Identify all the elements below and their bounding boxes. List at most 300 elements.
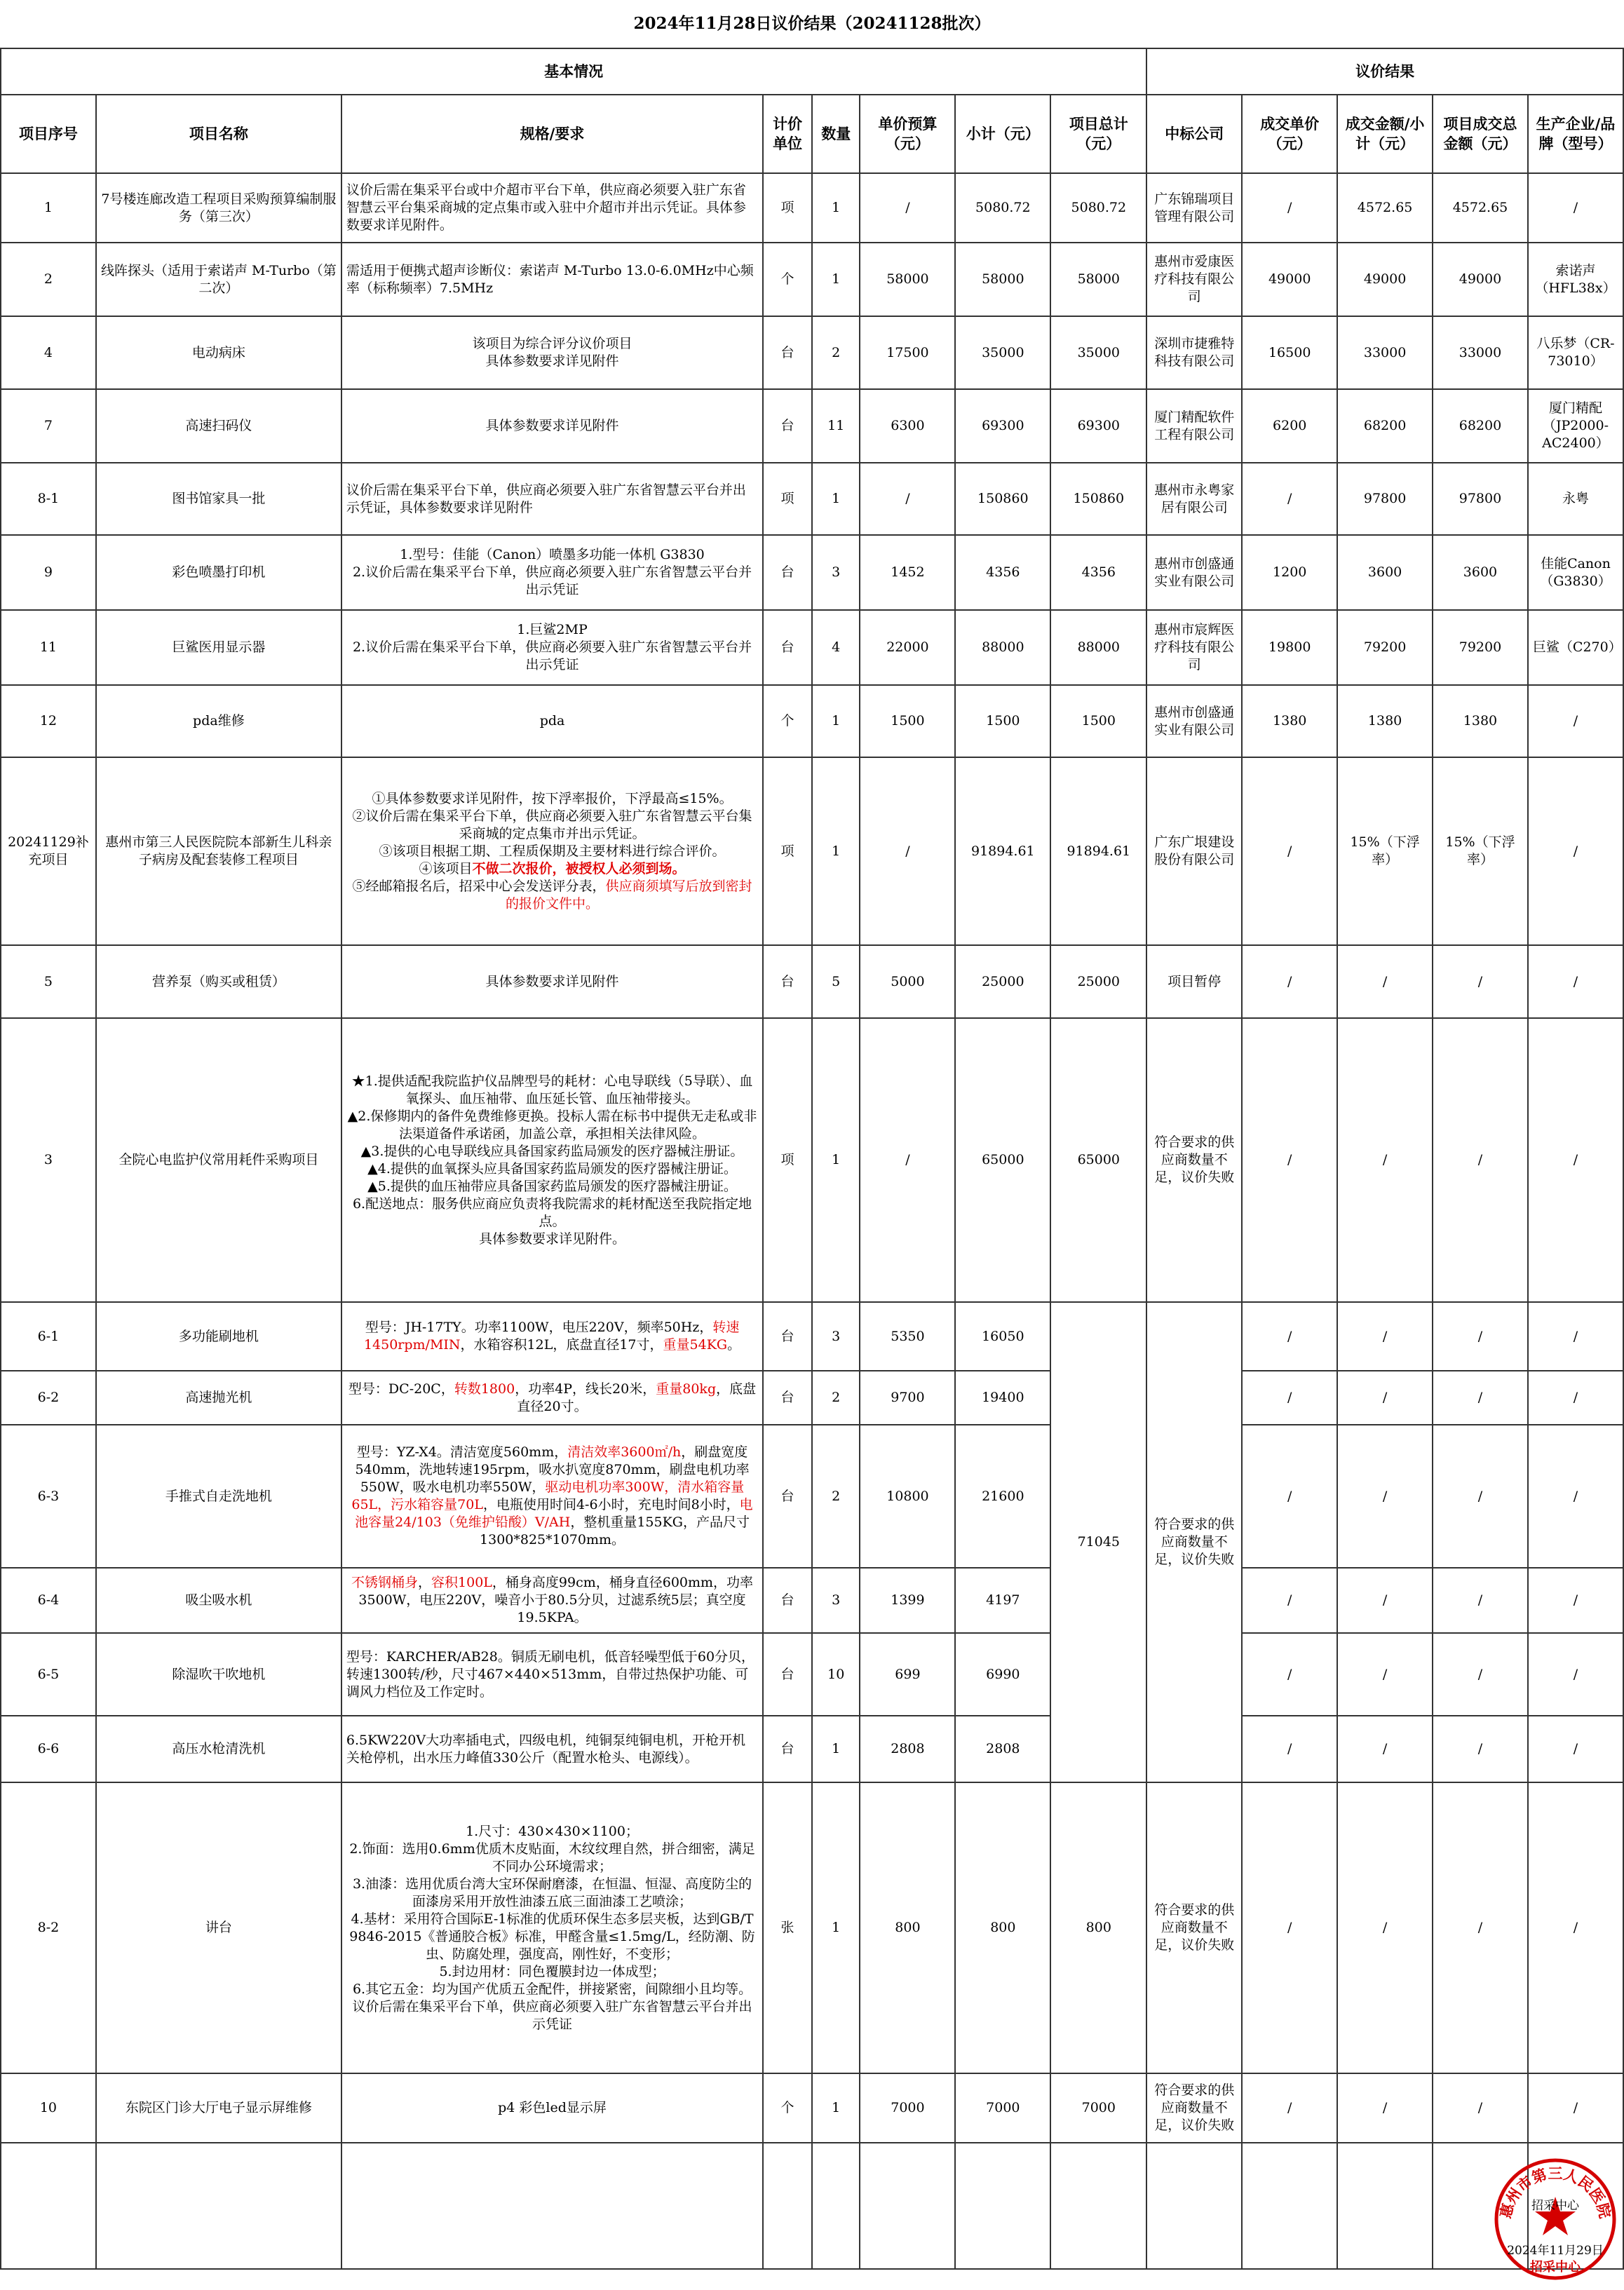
cell-brand: / <box>1528 945 1623 1018</box>
spec-line: 3.油漆：选用优质台湾大宝环保耐磨漆，在恒温、恒湿、高度防尘的面漆房采用开放性油漆五底三面油漆工艺喷涂； <box>352 1876 752 1909</box>
cell-subtotal: 800 <box>955 1782 1050 2073</box>
table-row <box>1 1633 1623 1716</box>
spec-line <box>346 878 758 913</box>
spec-line: 1.型号：佳能（Canon）喷墨多功能一体机 G3830 <box>400 547 705 562</box>
cell-name: 7号楼连廊改造工程项目采购预算编制服务（第三次） <box>96 173 341 243</box>
seal-date-text: 2024年11月29日 <box>1507 2244 1604 2258</box>
cell-spec <box>341 685 763 757</box>
spec-warning-text: 重量54KG <box>663 1337 728 1353</box>
cell-subtotal: 150860 <box>955 463 1050 535</box>
table-row <box>1 2073 1623 2143</box>
cell-company: 惠州市宸辉医疗科技有限公司 <box>1146 610 1242 685</box>
cell-no: 2 <box>1 243 96 316</box>
spec-line: 议价后需在集采平台或中介超市平台下单，供应商必须要入驻广东省智慧云平台集采商城的定点集市或入驻中介超市并出示凭证。具体参数要求详见附件。 <box>346 182 746 233</box>
cell-unit: 台 <box>763 610 812 685</box>
table-row <box>1 1716 1623 1782</box>
page-title: 2024年11月28日议价结果（20241128批次） <box>633 14 991 33</box>
cell-company: 广东锦瑞项目管理有限公司 <box>1146 173 1242 243</box>
spec-line: 6.配送地点：服务供应商应负责将我院需求的耗材配送至我院指定地点。 <box>352 1195 752 1229</box>
cell-brand: / <box>1528 1716 1623 1782</box>
cell-deal-price: / <box>1242 757 1337 945</box>
table-row <box>1 1425 1623 1568</box>
cell-name: 手推式自走洗地机 <box>96 1425 341 1568</box>
cell-deal-total: 33000 <box>1433 316 1528 389</box>
cell-deal-amount: / <box>1337 1371 1433 1425</box>
cell-spec <box>341 463 763 535</box>
cell-deal-price: / <box>1242 1782 1337 2073</box>
cell-deal-amount: / <box>1337 1716 1433 1782</box>
col-header: 项目成交总金额（元） <box>1433 95 1528 173</box>
cell-unit: 台 <box>763 1302 812 1371</box>
cell-brand: / <box>1528 2073 1623 2143</box>
cell-price: / <box>860 1018 955 1302</box>
cell-deal-price: / <box>1242 1568 1337 1633</box>
cell-deal-amount: 68200 <box>1337 389 1433 463</box>
cell-total: 25000 <box>1050 945 1146 1018</box>
cell-company: 惠州市创盛通实业有限公司 <box>1146 685 1242 757</box>
spec-line: ▲4.提供的血氧探头应具备国家药监局颁发的医疗器械注册证。 <box>367 1160 737 1177</box>
cell-name: 全院心电监护仪常用耗件采购项目 <box>96 1018 341 1302</box>
spec-line: 该项目为综合评分议价项目 <box>472 336 632 351</box>
cell-unit: 个 <box>763 685 812 757</box>
cell-qty: 3 <box>812 535 860 610</box>
spec-line: p4 彩色led显示屏 <box>498 2100 607 2115</box>
cell-spec <box>341 1425 763 1568</box>
cell-deal-amount: / <box>1337 1568 1433 1633</box>
cell-deal-total: / <box>1433 945 1528 1018</box>
col-header: 单价预算（元） <box>860 95 955 173</box>
cell-deal-total: 79200 <box>1433 610 1528 685</box>
cell-brand: / <box>1528 1018 1623 1302</box>
blank-row <box>1 2143 1623 2269</box>
spec-line: 4.基材：采用符合国际E-1标准的优质环保生态多层夹板，达到GB/T 9846-2015《普通胶合板》标准，甲醛含量≤1.5mg/L，经防潮、防虫、防腐处理，强度高，刚性好，不变形； <box>349 1911 755 1962</box>
spec-warning-text: 不做二次报价，被授权人必须到场。 <box>472 860 686 876</box>
cell-company: 惠州市永粤家居有限公司 <box>1146 463 1242 535</box>
cell-deal-price: / <box>1242 1371 1337 1425</box>
table-row <box>1 1018 1623 1302</box>
cell-price: 5000 <box>860 945 955 1018</box>
cell-price: 22000 <box>860 610 955 685</box>
cell-no: 6-3 <box>1 1425 96 1568</box>
cell-deal-total: / <box>1433 1302 1528 1371</box>
cell-total: 800 <box>1050 1782 1146 2073</box>
spec-text: ， <box>418 1575 432 1590</box>
cell-deal-total: 3600 <box>1433 535 1528 610</box>
spec-text: ④该项目 <box>419 860 473 876</box>
cell-spec <box>341 945 763 1018</box>
cell-name: 线阵探头（适用于索诺声 M-Turbo（第二次） <box>96 243 341 316</box>
cell-brand: / <box>1528 1633 1623 1716</box>
cell-deal-price: 1380 <box>1242 685 1337 757</box>
cell-company: 厦门精配软件工程有限公司 <box>1146 389 1242 463</box>
cell-unit: 台 <box>763 1633 812 1716</box>
cell-qty: 11 <box>812 389 860 463</box>
spec-text: ⑤经邮箱报名后，招采中心会发送评分表， <box>352 878 606 894</box>
cell-price: 9700 <box>860 1371 955 1425</box>
cell-unit: 项 <box>763 173 812 243</box>
cell-no: 9 <box>1 535 96 610</box>
col-header: 数量 <box>812 95 860 173</box>
cell-deal-amount: 49000 <box>1337 243 1433 316</box>
cell-deal-amount: / <box>1337 1425 1433 1568</box>
section-header-row <box>1 48 1623 95</box>
cell-no: 4 <box>1 316 96 389</box>
cell-no: 8-1 <box>1 463 96 535</box>
cell-unit: 台 <box>763 945 812 1018</box>
cell-deal-total: / <box>1433 1425 1528 1568</box>
cell-deal-amount: / <box>1337 1018 1433 1302</box>
cell-company: 符合要求的供应商数量不足，议价失败 <box>1146 1302 1242 1782</box>
cell-total: 35000 <box>1050 316 1146 389</box>
spec-line: 议价后需在集采平台下单，供应商必须要入驻广东省智慧云平台并出示凭证，具体参数要求详见附件 <box>346 482 746 515</box>
cell-name: 高压水枪清洗机 <box>96 1716 341 1782</box>
seal-ring-text: 惠州市第三人民医院 <box>1496 2164 1614 2221</box>
cell-unit: 项 <box>763 463 812 535</box>
cell-name: 多功能刷地机 <box>96 1302 341 1371</box>
spec-warning-text: 转速1450rpm/MIN <box>363 1320 740 1353</box>
col-header: 生产企业/品牌（型号） <box>1528 95 1623 173</box>
cell-spec <box>341 1371 763 1425</box>
cell-brand: 厦门精配（JP2000-AC2400） <box>1528 389 1623 463</box>
cell-qty: 3 <box>812 1302 860 1371</box>
seal-bottom-text: 招采中心 <box>1530 2260 1581 2275</box>
cell-unit: 台 <box>763 389 812 463</box>
spec-warning-text: 供应商须填写后放到密封的报价文件中。 <box>506 878 752 912</box>
table-row <box>1 757 1623 945</box>
cell-qty: 3 <box>812 1568 860 1633</box>
spec-line: 具体参数要求详见附件 <box>485 353 619 369</box>
seal-center-text: 招采中心 <box>1531 2199 1579 2213</box>
cell-brand: 佳能Canon（G3830） <box>1528 535 1623 610</box>
cell-deal-total: 15%（下浮率） <box>1433 757 1528 945</box>
cell-brand: / <box>1528 1425 1623 1568</box>
cell-total: 69300 <box>1050 389 1146 463</box>
spec-line: 型号：KARCHER/AB28。铜质无刷电机，低音轻噪型低于60分贝，转速1300转/秒，尺寸467×440×513mm，自带过热保护功能、可调风力档位及工作定时。 <box>346 1648 755 1700</box>
cell-company: 惠州市创盛通实业有限公司 <box>1146 535 1242 610</box>
cell-no: 5 <box>1 945 96 1018</box>
cell-subtotal: 21600 <box>955 1425 1050 1568</box>
cell-deal-amount: / <box>1337 1302 1433 1371</box>
table-row <box>1 173 1623 243</box>
cell-total: 88000 <box>1050 610 1146 685</box>
spec-line: 具体参数要求详见附件 <box>485 418 619 433</box>
cell-spec <box>341 173 763 243</box>
cell-subtotal: 2808 <box>955 1716 1050 1782</box>
col-header: 中标公司 <box>1146 95 1242 173</box>
cell-deal-amount: 1380 <box>1337 685 1433 757</box>
cell-qty: 1 <box>812 243 860 316</box>
cell-subtotal: 4356 <box>955 535 1050 610</box>
cell-deal-price: / <box>1242 1302 1337 1371</box>
cell-total: 4356 <box>1050 535 1146 610</box>
cell-total: 65000 <box>1050 1018 1146 1302</box>
spec-line: ①具体参数要求详见附件，按下浮率报价，下浮最高≤15%。 <box>372 790 733 806</box>
cell-qty: 1 <box>812 2073 860 2143</box>
cell-deal-total: 1380 <box>1433 685 1528 757</box>
cell-spec <box>341 1302 763 1371</box>
cell-deal-total: 97800 <box>1433 463 1528 535</box>
cell-deal-amount: / <box>1337 1782 1433 2073</box>
cell-deal-amount: 4572.65 <box>1337 173 1433 243</box>
cell-spec <box>341 243 763 316</box>
spec-warning-text: 清洁效率3600㎡/h <box>567 1444 682 1460</box>
spec-line: 需适用于便携式超声诊断仪：索诺声 M-Turbo 13.0-6.0MHz中心频率（标称频率）7.5MHz <box>346 262 754 296</box>
cell-total: 71045 <box>1050 1302 1146 1782</box>
spec-line: 2.议价后需在集采平台下单，供应商必须要入驻广东省智慧云平台并出示凭证 <box>352 564 752 597</box>
cell-unit: 项 <box>763 1018 812 1302</box>
col-header: 成交金额/小计（元） <box>1337 95 1433 173</box>
cell-subtotal: 1500 <box>955 685 1050 757</box>
cell-deal-price: 6200 <box>1242 389 1337 463</box>
cell-subtotal: 69300 <box>955 389 1050 463</box>
table-row <box>1 1568 1623 1633</box>
spec-text: 型号：YZ-X4。清洁宽度560mm， <box>356 1444 568 1460</box>
spec-text: 。 <box>727 1337 741 1353</box>
cell-qty: 1 <box>812 757 860 945</box>
cell-total: 1500 <box>1050 685 1146 757</box>
spec-line: 议价后需在集采平台下单，供应商必须要入驻广东省智慧云平台并出示凭证 <box>352 1998 752 2032</box>
cell-name: 东院区门诊大厅电子显示屏维修 <box>96 2073 341 2143</box>
cell-deal-total: / <box>1433 1371 1528 1425</box>
cell-company: 符合要求的供应商数量不足，议价失败 <box>1146 2073 1242 2143</box>
cell-no: 12 <box>1 685 96 757</box>
table-row <box>1 389 1623 463</box>
cell-brand: / <box>1528 757 1623 945</box>
cell-price: 17500 <box>860 316 955 389</box>
cell-spec <box>341 1633 763 1716</box>
spec-line: 6.其它五金：均为国产优质五金配件，拼接紧密，间隙细小且均等。 <box>352 1981 752 1997</box>
cell-deal-price: / <box>1242 1716 1337 1782</box>
cell-name: 营养泵（购买或租赁） <box>96 945 341 1018</box>
cell-deal-price: / <box>1242 173 1337 243</box>
spec-line: 1.巨鲨2MP <box>517 622 588 637</box>
spec-line: 5.封边用材：同色覆膜封边一体成型； <box>439 1963 665 1979</box>
spec-warning-text: 重量80kg <box>656 1381 717 1397</box>
cell-qty: 2 <box>812 316 860 389</box>
cell-name: pda维修 <box>96 685 341 757</box>
cell-deal-total: / <box>1433 1633 1528 1716</box>
cell-brand: 巨鲨（C270） <box>1528 610 1623 685</box>
cell-subtotal: 19400 <box>955 1371 1050 1425</box>
cell-total: 91894.61 <box>1050 757 1146 945</box>
table-row <box>1 1782 1623 2073</box>
cell-spec <box>341 1018 763 1302</box>
cell-no: 3 <box>1 1018 96 1302</box>
spec-line: 6.5KW220V大功率插电式，四级电机，纯铜泵纯铜电机，开枪开机关枪停机，出水压力峰值330公斤（配置水枪头、电源线）。 <box>346 1732 746 1766</box>
cell-subtotal: 88000 <box>955 610 1050 685</box>
cell-price: 10800 <box>860 1425 955 1568</box>
spec-text: ，功率4P，线长20米， <box>515 1381 656 1397</box>
cell-qty: 1 <box>812 685 860 757</box>
table-row <box>1 1371 1623 1425</box>
cell-spec <box>341 610 763 685</box>
cell-deal-amount: / <box>1337 945 1433 1018</box>
spec-warning-text: 转数1800 <box>454 1381 515 1397</box>
cell-unit: 台 <box>763 316 812 389</box>
spec-line: 具体参数要求详见附件。 <box>479 1231 626 1247</box>
cell-deal-price: 1200 <box>1242 535 1337 610</box>
cell-unit: 个 <box>763 2073 812 2143</box>
cell-deal-total: / <box>1433 1018 1528 1302</box>
table-row <box>1 610 1623 685</box>
table-row <box>1 1302 1623 1371</box>
cell-subtotal: 58000 <box>955 243 1050 316</box>
cell-deal-price: 16500 <box>1242 316 1337 389</box>
cell-qty: 1 <box>812 173 860 243</box>
cell-brand: / <box>1528 173 1623 243</box>
cell-unit: 台 <box>763 1716 812 1782</box>
spec-warning-text: 不锈钢桶身 <box>351 1575 418 1590</box>
official-seal-stamp <box>1492 2156 1618 2282</box>
table-row <box>1 685 1623 757</box>
cell-deal-total: 4572.65 <box>1433 173 1528 243</box>
cell-company: 深圳市捷雅特科技有限公司 <box>1146 316 1242 389</box>
cell-price: 699 <box>860 1633 955 1716</box>
cell-unit: 个 <box>763 243 812 316</box>
cell-name: 吸尘吸水机 <box>96 1568 341 1633</box>
cell-brand: / <box>1528 685 1623 757</box>
column-header-row <box>1 95 1623 173</box>
spec-line: ▲3.提供的心电导联线应具备国家药监局颁发的医疗器械注册证。 <box>360 1143 744 1159</box>
cell-brand: / <box>1528 1782 1623 2073</box>
cell-deal-price: / <box>1242 1018 1337 1302</box>
spec-line <box>346 860 758 878</box>
cell-qty: 1 <box>812 463 860 535</box>
cell-price: / <box>860 463 955 535</box>
cell-subtotal: 5080.72 <box>955 173 1050 243</box>
section-basic: 基本情况 <box>1 48 1146 95</box>
cell-qty: 1 <box>812 1716 860 1782</box>
col-header: 成交单价（元） <box>1242 95 1337 173</box>
cell-name: 讲台 <box>96 1782 341 2073</box>
cell-spec <box>341 1782 763 2073</box>
cell-brand: / <box>1528 1568 1623 1633</box>
table-row <box>1 945 1623 1018</box>
cell-no: 1 <box>1 173 96 243</box>
cell-unit: 台 <box>763 1371 812 1425</box>
cell-unit: 张 <box>763 1782 812 2073</box>
cell-name: 图书馆家具一批 <box>96 463 341 535</box>
cell-total: 58000 <box>1050 243 1146 316</box>
cell-deal-price: / <box>1242 463 1337 535</box>
cell-brand: / <box>1528 1371 1623 1425</box>
col-header: 项目总计（元） <box>1050 95 1146 173</box>
cell-deal-amount: 15%（下浮率） <box>1337 757 1433 945</box>
cell-price: 800 <box>860 1782 955 2073</box>
col-header: 计价单位 <box>763 95 812 173</box>
cell-deal-total: / <box>1433 1782 1528 2073</box>
cell-deal-amount: / <box>1337 2073 1433 2143</box>
cell-brand: / <box>1528 1302 1623 1371</box>
cell-deal-amount: 33000 <box>1337 316 1433 389</box>
cell-deal-total: / <box>1433 1716 1528 1782</box>
cell-total: 150860 <box>1050 463 1146 535</box>
cell-subtotal: 65000 <box>955 1018 1050 1302</box>
cell-no: 6-1 <box>1 1302 96 1371</box>
cell-name: 惠州市第三人民医院院本部新生儿科亲子病房及配套装修工程项目 <box>96 757 341 945</box>
cell-qty: 1 <box>812 1018 860 1302</box>
cell-deal-price: 49000 <box>1242 243 1337 316</box>
cell-company: 项目暂停 <box>1146 945 1242 1018</box>
cell-brand: 永粤 <box>1528 463 1623 535</box>
cell-total: 7000 <box>1050 2073 1146 2143</box>
cell-spec <box>341 2073 763 2143</box>
cell-unit: 项 <box>763 757 812 945</box>
spec-line: ③该项目根据工期、工程质保期及主要材料进行综合评价。 <box>379 843 726 859</box>
spec-line: ★1.提供适配我院监护仪品牌型号的耗材：心电导联线（5导联）、血氧探头、血压袖带、血压延长管、血压袖带接头。 <box>351 1073 753 1106</box>
cell-subtotal: 6990 <box>955 1633 1050 1716</box>
col-header: 小计（元） <box>955 95 1050 173</box>
cell-company: 惠州市爱康医疗科技有限公司 <box>1146 243 1242 316</box>
cell-no: 8-2 <box>1 1782 96 2073</box>
cell-brand: 索诺声（HFL38x） <box>1528 243 1623 316</box>
spec-text: ，水箱容积12L，底盘直径17寸， <box>460 1337 663 1353</box>
cell-subtotal: 25000 <box>955 945 1050 1018</box>
cell-subtotal: 16050 <box>955 1302 1050 1371</box>
cell-deal-price: 19800 <box>1242 610 1337 685</box>
cell-no: 7 <box>1 389 96 463</box>
spec-text: ，底盘直径20寸。 <box>517 1381 757 1414</box>
spec-line: 1.尺寸：430×430×1100； <box>466 1823 639 1839</box>
section-result: 议价结果 <box>1146 48 1623 95</box>
col-header: 项目名称 <box>96 95 341 173</box>
cell-no: 20241129补充项目 <box>1 757 96 945</box>
cell-price: / <box>860 173 955 243</box>
spec-text: 型号：JH-17TY。功率1100W，电压220V，频率50Hz， <box>365 1320 713 1335</box>
spec-warning-text: 容积100L <box>431 1575 492 1590</box>
cell-qty: 5 <box>812 945 860 1018</box>
spec-line: ▲2.保修期内的备件免费维修更换。投标人需在标书中提供无走私或非法渠道备件承诺函，加盖公章，承担相关法律风险。 <box>347 1108 757 1141</box>
cell-name: 彩色喷墨打印机 <box>96 535 341 610</box>
cell-deal-total: / <box>1433 1568 1528 1633</box>
cell-deal-total: 68200 <box>1433 389 1528 463</box>
cell-deal-amount: 3600 <box>1337 535 1433 610</box>
spec-line: 2.议价后需在集采平台下单，供应商必须要入驻广东省智慧云平台并出示凭证 <box>352 639 752 672</box>
spec-line: pda <box>539 713 565 729</box>
cell-no: 10 <box>1 2073 96 2143</box>
cell-price: 1500 <box>860 685 955 757</box>
cell-spec <box>341 757 763 945</box>
cell-price: 1452 <box>860 535 955 610</box>
cell-company: 符合要求的供应商数量不足，议价失败 <box>1146 1018 1242 1302</box>
spec-line: 2.饰面：选用0.6mm优质木皮贴面，木纹纹理自然，拼合细密，满足不同办公环境需求； <box>349 1841 755 1874</box>
cell-price: 7000 <box>860 2073 955 2143</box>
spec-warning-text: 电池容量24/103（免维护铅酸）V/AH <box>355 1497 753 1530</box>
spec-text: 型号：DC-20C， <box>348 1381 454 1397</box>
cell-price: 2808 <box>860 1716 955 1782</box>
cell-price: 58000 <box>860 243 955 316</box>
cell-unit: 台 <box>763 535 812 610</box>
table-row <box>1 535 1623 610</box>
cell-subtotal: 35000 <box>955 316 1050 389</box>
cell-name: 高速扫码仪 <box>96 389 341 463</box>
cell-spec <box>341 1716 763 1782</box>
cell-name: 电动病床 <box>96 316 341 389</box>
cell-company: 广东广垠建设股份有限公司 <box>1146 757 1242 945</box>
cell-price: 5350 <box>860 1302 955 1371</box>
cell-total: 5080.72 <box>1050 173 1146 243</box>
cell-qty: 2 <box>812 1425 860 1568</box>
cell-deal-amount: 97800 <box>1337 463 1433 535</box>
cell-deal-price: / <box>1242 1425 1337 1568</box>
cell-no: 11 <box>1 610 96 685</box>
spec-warning-text: 驱动电机功率300W，清水箱容量65L，污水箱容量70L <box>351 1479 745 1512</box>
cell-spec <box>341 1568 763 1633</box>
cell-spec <box>341 389 763 463</box>
cell-qty: 2 <box>812 1371 860 1425</box>
cell-subtotal: 4197 <box>955 1568 1050 1633</box>
cell-deal-amount: 79200 <box>1337 610 1433 685</box>
